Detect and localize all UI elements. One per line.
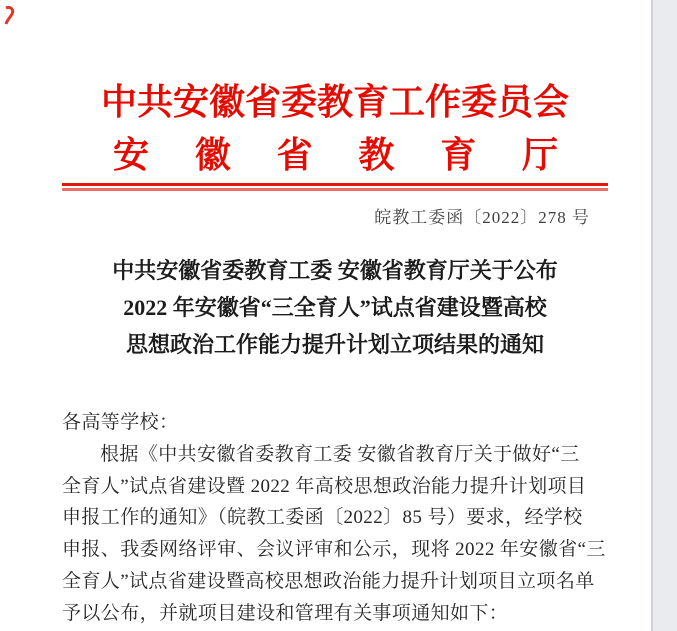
paragraph-line: 根据《中共安徽省委教育工委 安徽省教育厅关于做好“三 xyxy=(100,443,580,465)
salutation: 各高等学校： xyxy=(62,412,179,433)
paragraph-line: 予以公布，并就项目建设和管理有关事项通知如下： xyxy=(62,602,509,624)
title-line-3: 思想政治工作能力提升计划立项结果的通知 xyxy=(125,332,544,357)
issuing-org-line2: 安 徽 省 教 育 厅 xyxy=(113,135,558,175)
document-number: 皖教工委函〔2022〕278 号 xyxy=(374,208,590,227)
paragraph-line: 全育人”试点省建设暨 2022 年高校思想政治能力提升计划项目 xyxy=(62,475,587,497)
red-divider-bottom-line xyxy=(62,188,608,191)
paragraph-line: 申报、我委网络评审、会议评审和公示，现将 2022 年安徽省“三 xyxy=(62,539,606,561)
paragraph-line: 全育人”试点省建设暨高校思想政治能力提升计划项目立项名单 xyxy=(62,570,595,592)
corner-red-mark-icon xyxy=(3,6,17,26)
document-body xyxy=(62,407,614,630)
red-divider xyxy=(62,183,608,191)
paragraph-line: 申报工作的通知》（皖教工委函〔2022〕85 号）要求，经学校 xyxy=(62,507,583,529)
title-line-2: 2022 年安徽省“三全育人”试点省建设暨高校 xyxy=(123,295,547,320)
document-title xyxy=(40,252,630,363)
title-line-1: 中共安徽省委教育工委 安徽省教育厅关于公布 xyxy=(112,258,558,283)
issuing-org-line1: 中共安徽省委教育工作委员会 xyxy=(100,82,569,122)
viewer-background-strip xyxy=(651,0,677,631)
